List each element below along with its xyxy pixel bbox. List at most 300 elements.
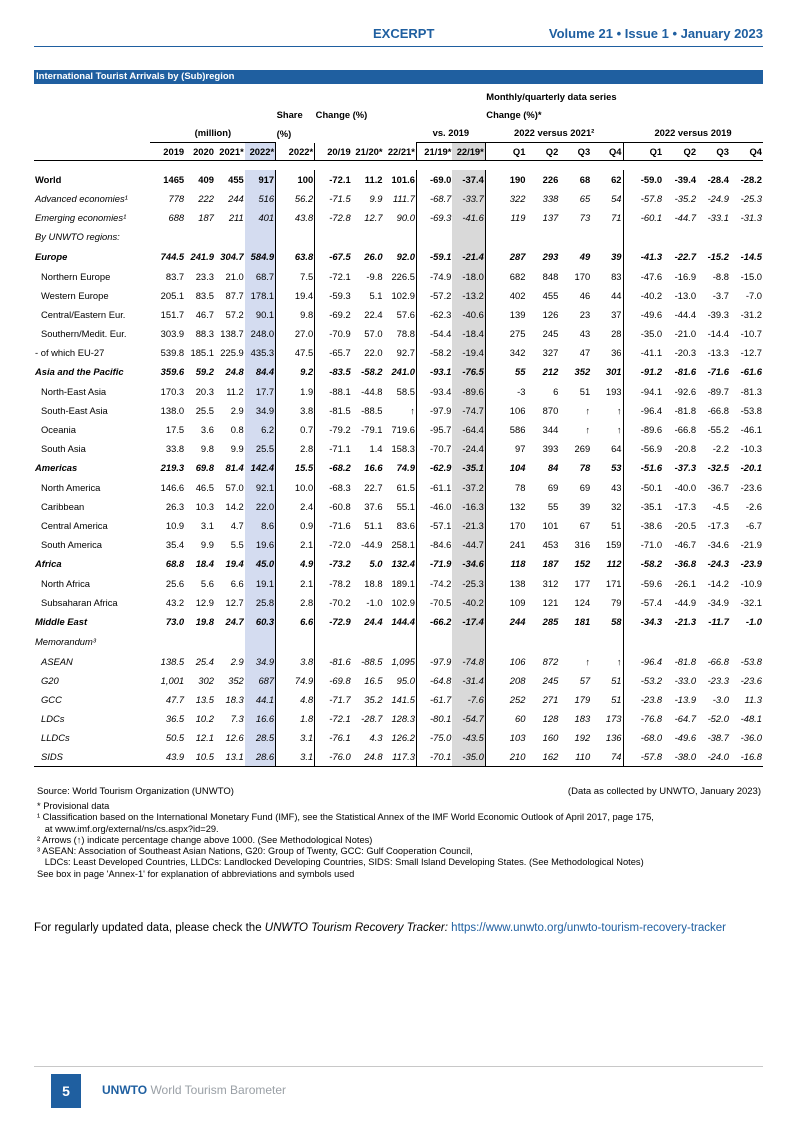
tracker-prefix: For regularly updated data, please check the xyxy=(34,922,265,934)
table-cell: 1.4 xyxy=(369,442,383,454)
table-cell: -22.7 xyxy=(674,251,697,263)
table-cell xyxy=(276,632,315,652)
table-cell: 682 xyxy=(485,267,526,286)
table-cell: 225.9 xyxy=(220,346,244,358)
table-cell: ↑ xyxy=(585,655,591,667)
table-cell: 119 xyxy=(485,208,526,227)
table-cell: -88.1 xyxy=(315,382,352,401)
footnote-line: * Provisional data xyxy=(37,801,110,811)
table-cell: 393 xyxy=(542,442,559,454)
table-cell: 47.5 xyxy=(276,343,315,362)
table-cell: 584.9 xyxy=(245,247,276,267)
table-cell: 92.7 xyxy=(396,346,415,358)
table-cell xyxy=(559,227,591,247)
table-cell: -81.3 xyxy=(740,385,762,397)
table-cell: 219.3 xyxy=(160,462,185,474)
table-cell: -44.7 xyxy=(452,535,485,554)
table-cell: 51 xyxy=(611,693,622,705)
table-cell: 6.6 xyxy=(276,612,315,632)
table-cell: 6.2 xyxy=(245,420,276,439)
table-cell: -41.3 xyxy=(623,247,663,267)
table-cell: 24.8 xyxy=(352,747,384,767)
table-cell: 95.0 xyxy=(396,674,415,686)
table-cell: 57.2 xyxy=(225,308,244,320)
table-cell: -10.7 xyxy=(740,327,762,339)
table-cell: -14.2 xyxy=(707,577,729,589)
table-cell: -59.3 xyxy=(315,286,352,305)
table-cell: 152 xyxy=(574,558,591,570)
column-header: Q2 xyxy=(526,143,559,161)
table-cell: ↑ xyxy=(616,423,622,435)
table-cell: 25.4 xyxy=(195,655,214,667)
table-cell: 84.4 xyxy=(245,362,276,382)
row-label: LDCs xyxy=(41,712,65,724)
table-cell: -97.9 xyxy=(416,401,452,420)
table-cell: -44.9 xyxy=(674,596,697,608)
table-cell: -35.0 xyxy=(623,324,663,343)
table-cell: -72.1 xyxy=(315,709,352,728)
table-cell: 327 xyxy=(542,346,559,358)
table-cell: 872 xyxy=(542,655,559,667)
table-cell: 190 xyxy=(485,170,526,189)
table-cell: -94.1 xyxy=(623,382,663,401)
table-cell: -17.3 xyxy=(707,519,729,531)
table-cell: 9.8 xyxy=(276,305,315,324)
table-cell: 516 xyxy=(245,189,276,208)
monthly-series-label: Monthly/quarterly data series xyxy=(486,91,617,103)
table-cell: -76.1 xyxy=(315,728,352,747)
row-label: North-East Asia xyxy=(41,385,107,397)
table-cell xyxy=(315,227,352,247)
table-cell: 141.5 xyxy=(391,693,415,705)
table-cell: 1,001 xyxy=(160,674,185,686)
table-cell: -8.8 xyxy=(712,270,729,282)
page-number: 5 xyxy=(51,1074,81,1108)
table-cell: 51.1 xyxy=(364,519,383,531)
brand-bold: UNWTO xyxy=(102,1083,148,1097)
table-cell: 128.3 xyxy=(391,712,415,724)
table-cell: 302 xyxy=(198,674,214,686)
table-cell: 275 xyxy=(485,324,526,343)
table-cell xyxy=(663,632,697,652)
table-cell: 69.8 xyxy=(195,462,214,474)
table-cell: -21.4 xyxy=(452,247,485,267)
table-cell: 688 xyxy=(168,211,185,223)
table-cell: 338 xyxy=(542,192,559,204)
table-cell: -21.3 xyxy=(674,616,697,628)
header-rule xyxy=(34,46,763,47)
table-cell: 109 xyxy=(485,593,526,612)
footnote-line: See box in page 'Annex-1' for explanation of abbreviations and symbols used xyxy=(37,868,355,879)
table-row xyxy=(34,478,763,497)
table-cell: -32.5 xyxy=(707,462,729,474)
table-cell xyxy=(485,632,526,652)
table-cell: -66.8 xyxy=(707,655,729,667)
table-cell: 16.5 xyxy=(364,674,383,686)
tracker-name: UNWTO Tourism Recovery Tracker: xyxy=(264,922,448,934)
table-cell: 71 xyxy=(611,211,622,223)
column-header: Q3 xyxy=(697,143,730,161)
table-cell: 185.1 xyxy=(190,346,214,358)
table-cell: -64.4 xyxy=(452,420,485,439)
table-cell: -40.2 xyxy=(452,593,485,612)
table-row xyxy=(34,671,763,690)
table-row xyxy=(34,554,763,574)
table-cell: 3.1 xyxy=(276,747,315,767)
million-label: (million) xyxy=(150,124,275,143)
row-label: Northern Europe xyxy=(41,270,111,282)
table-cell: -24.3 xyxy=(707,558,729,570)
table-cell: 9.9 xyxy=(230,442,244,454)
row-label: South Asia xyxy=(41,442,86,454)
footnote-line: ³ ASEAN: Association of Southeast Asian Nations, G20: Group of Twenty, GCC: Gulf Cooperation Council, xyxy=(37,846,473,857)
table-cell: -58.2 xyxy=(416,343,452,362)
table-row xyxy=(34,343,763,362)
table-cell: 208 xyxy=(485,671,526,690)
table-cell: 35.4 xyxy=(165,538,185,550)
table-cell: 11.3 xyxy=(744,693,762,705)
table-cell: -1.0 xyxy=(366,596,383,608)
table-cell xyxy=(315,632,352,652)
table-cell: 16.6 xyxy=(245,709,276,728)
table-cell: -55.2 xyxy=(707,423,729,435)
table-cell: 293 xyxy=(542,251,559,263)
table-cell: -70.5 xyxy=(416,593,452,612)
table-cell xyxy=(416,632,452,652)
table-cell: 92.0 xyxy=(396,251,415,263)
table-cell: -37.3 xyxy=(674,462,697,474)
table-cell: -13.0 xyxy=(674,289,697,301)
table-cell: 74 xyxy=(591,747,623,767)
table-cell: 402 xyxy=(485,286,526,305)
table-cell: -92.6 xyxy=(674,385,697,397)
row-label: South-East Asia xyxy=(41,404,108,416)
table-cell: -66.8 xyxy=(674,423,697,435)
table-cell: 103 xyxy=(485,728,526,747)
table-cell: -23.6 xyxy=(740,481,762,493)
table-cell: 118 xyxy=(485,554,526,574)
table-cell: 3.8 xyxy=(276,652,315,671)
table-cell: -46.1 xyxy=(740,423,762,435)
table-cell: 870 xyxy=(542,404,559,416)
table-cell xyxy=(150,632,185,652)
column-header: 2022* xyxy=(276,143,315,161)
row-label: World xyxy=(35,173,62,185)
table-cell: 124 xyxy=(574,596,591,608)
header-row-3 xyxy=(34,124,763,143)
table-cell: 136 xyxy=(605,731,622,743)
table-row xyxy=(34,728,763,747)
table-cell xyxy=(452,227,485,247)
table-cell: -2.2 xyxy=(712,442,729,454)
table-cell: -81.6 xyxy=(315,652,352,671)
table-cell: ↑ xyxy=(410,404,415,416)
table-cell: 126.2 xyxy=(391,731,415,743)
table-cell: 248.0 xyxy=(245,324,276,343)
table-row xyxy=(34,574,763,593)
table-cell: -57.4 xyxy=(623,593,663,612)
table-cell: 22.0 xyxy=(364,346,383,358)
table-cell: 917 xyxy=(245,170,276,189)
table-cell xyxy=(352,227,384,247)
table-cell: 160 xyxy=(542,731,559,743)
table-cell: 79 xyxy=(611,596,622,608)
table-cell: 4.8 xyxy=(276,690,315,709)
table-cell: 5.5 xyxy=(230,538,244,550)
table-cell: -56.9 xyxy=(623,439,663,458)
table-cell: -15.2 xyxy=(707,251,729,263)
table-cell: -23.3 xyxy=(707,674,729,686)
footnote-line: at www.imf.org/external/ns/cs.aspx?id=29. xyxy=(37,823,219,834)
table-cell xyxy=(559,632,591,652)
table-cell: -31.2 xyxy=(740,308,762,320)
table-cell: 12.1 xyxy=(195,731,214,743)
table-cell: 178.1 xyxy=(245,286,276,305)
table-cell: 51 xyxy=(611,519,622,531)
table-cell: 26.0 xyxy=(364,251,383,263)
table-cell: -44.8 xyxy=(361,385,383,397)
table-cell: -76.0 xyxy=(315,747,352,767)
table-cell: -31.3 xyxy=(740,211,762,223)
table-cell: -61.7 xyxy=(416,690,452,709)
table-cell: 87.7 xyxy=(225,289,244,301)
table-cell: -20.3 xyxy=(674,346,697,358)
table-cell: -91.2 xyxy=(623,362,663,382)
table-cell: 142.4 xyxy=(245,458,276,478)
table-cell: -59.0 xyxy=(623,170,663,189)
row-label: Asia and the Pacific xyxy=(35,366,124,378)
table-cell xyxy=(623,632,663,652)
table-cell: -71.5 xyxy=(315,189,352,208)
table-cell: 13.5 xyxy=(195,693,214,705)
table-cell xyxy=(384,632,417,652)
table-cell: 12.7 xyxy=(225,596,244,608)
table-cell: -34.6 xyxy=(452,554,485,574)
tracker-line xyxy=(34,922,726,934)
table-cell xyxy=(185,632,215,652)
table-cell: 55 xyxy=(485,362,526,382)
table-cell: -38.6 xyxy=(623,516,663,535)
table-cell: 210 xyxy=(485,747,526,767)
table-cell: -20.5 xyxy=(674,519,697,531)
table-cell: 73.0 xyxy=(165,616,185,628)
table-cell: 24.4 xyxy=(364,616,383,628)
table-cell: -17.4 xyxy=(452,612,485,632)
table-cell: 102.9 xyxy=(391,289,415,301)
table-cell: 2.1 xyxy=(276,535,315,554)
table-cell xyxy=(352,632,384,652)
table-cell: 4.3 xyxy=(369,731,383,743)
table-cell: 0.9 xyxy=(276,516,315,535)
footer-rule xyxy=(34,1066,763,1067)
table-cell: 252 xyxy=(485,690,526,709)
table-cell: -21.3 xyxy=(452,516,485,535)
table-cell: 60 xyxy=(485,709,526,728)
table-cell: 137 xyxy=(542,211,559,223)
table-cell: -89.7 xyxy=(707,385,729,397)
table-cell: -20.1 xyxy=(740,462,762,474)
table-cell: -64.7 xyxy=(674,712,697,724)
table-cell: 453 xyxy=(542,538,559,550)
table-cell: 78 xyxy=(579,462,591,474)
table-cell: 23.3 xyxy=(195,270,214,282)
table-cell: 244 xyxy=(228,192,244,204)
table-cell: -25.3 xyxy=(452,574,485,593)
table-cell: -89.6 xyxy=(452,382,485,401)
table-cell xyxy=(150,227,185,247)
header-row-1 xyxy=(34,88,763,106)
table-cell: 24.7 xyxy=(225,616,244,628)
table-cell: 53 xyxy=(611,462,622,474)
tracker-link[interactable]: https://www.unwto.org/unwto-tourism-recovery-tracker xyxy=(451,922,726,934)
table-cell: 2.8 xyxy=(276,439,315,458)
table-cell xyxy=(730,632,763,652)
column-header: Q4 xyxy=(730,143,763,161)
table-cell: 144.4 xyxy=(391,616,415,628)
table-cell: 303.9 xyxy=(160,327,185,339)
table-cell: -69.0 xyxy=(416,170,452,189)
table-cell: 128 xyxy=(542,712,559,724)
table-row xyxy=(34,170,763,189)
table-cell: 138.0 xyxy=(160,404,185,416)
row-label: GCC xyxy=(41,693,62,705)
table-cell: -20.8 xyxy=(674,442,697,454)
table-cell: -74.7 xyxy=(452,401,485,420)
table-cell: 269 xyxy=(574,442,591,454)
table-cell: 132.4 xyxy=(391,558,415,570)
table-cell: -66.2 xyxy=(416,612,452,632)
table-cell: -2.6 xyxy=(745,500,762,512)
table-cell: 18.8 xyxy=(364,577,383,589)
table-cell: 312 xyxy=(542,577,559,589)
column-header: 2020 xyxy=(185,143,215,161)
table-cell: -78.2 xyxy=(315,574,352,593)
table-cell: -57.2 xyxy=(416,286,452,305)
table-cell: 7.5 xyxy=(276,267,315,286)
table-cell: -28.4 xyxy=(707,173,729,185)
table-cell: 342 xyxy=(485,343,526,362)
table-cell: 47 xyxy=(579,346,591,358)
table-cell: -25.3 xyxy=(740,192,762,204)
row-label: Middle East xyxy=(35,616,88,628)
table-cell: 16.6 xyxy=(364,462,383,474)
pct-label: (%) xyxy=(276,127,292,139)
table-cell: 13.1 xyxy=(215,747,245,767)
change-star-label: Change (%)* xyxy=(486,109,542,121)
table-cell: -88.5 xyxy=(361,404,383,416)
table-cell: -53.8 xyxy=(740,404,762,416)
column-header: 20/19 xyxy=(315,143,352,161)
table-cell: 18.4 xyxy=(195,558,214,570)
table-cell xyxy=(697,632,730,652)
table-cell: -44.9 xyxy=(361,538,383,550)
table-row xyxy=(34,420,763,439)
table-cell: 25.5 xyxy=(195,404,214,416)
table-cell: -33.7 xyxy=(452,189,485,208)
table-cell: -40.6 xyxy=(452,305,485,324)
table-cell: 22.7 xyxy=(364,481,383,493)
table-cell: -13.9 xyxy=(674,693,697,705)
table-row xyxy=(34,208,763,227)
table-cell: -61.6 xyxy=(740,366,762,378)
table-cell xyxy=(245,632,276,652)
table-row xyxy=(34,227,763,247)
table-cell: -3.7 xyxy=(712,289,729,301)
table-cell: 69 xyxy=(579,481,591,493)
table-cell: 19.4 xyxy=(225,558,244,570)
table-cell: 1,095 xyxy=(391,655,415,667)
table-cell: 8.6 xyxy=(245,516,276,535)
table-cell: -10.9 xyxy=(740,577,762,589)
table-cell: 25.8 xyxy=(245,593,276,612)
footnote-line: ² Arrows (↑) indicate percentage change above 1000. (See Methodological Notes) xyxy=(37,834,373,845)
table-cell: 539.8 xyxy=(160,346,185,358)
table-cell: 25.6 xyxy=(165,577,185,589)
column-header: 22/19* xyxy=(452,143,485,161)
table-cell: 51 xyxy=(611,674,622,686)
table-cell: -28.2 xyxy=(740,173,762,185)
row-label: Oceania xyxy=(41,423,76,435)
table-cell: -3 xyxy=(485,382,526,401)
table-cell: -41.1 xyxy=(623,343,663,362)
table-cell: -80.1 xyxy=(416,709,452,728)
table-cell: -53.2 xyxy=(623,671,663,690)
table-cell: -38.7 xyxy=(707,731,729,743)
row-label: Central America xyxy=(41,519,108,531)
table-cell: 1465 xyxy=(163,173,185,185)
table-cell: -70.7 xyxy=(416,439,452,458)
table-cell: -32.1 xyxy=(740,596,762,608)
table-cell: 245 xyxy=(542,327,559,339)
table-cell: 19.6 xyxy=(245,535,276,554)
table-cell: 171 xyxy=(605,577,622,589)
table-cell: 7.3 xyxy=(230,712,244,724)
table-cell: 183 xyxy=(574,712,591,724)
table-cell: -17.3 xyxy=(674,500,697,512)
table-cell: -35.1 xyxy=(452,458,485,478)
table-cell: -14.5 xyxy=(740,251,762,263)
table-row xyxy=(34,267,763,286)
table-cell: 57.0 xyxy=(364,327,383,339)
table-cell: 55 xyxy=(547,500,559,512)
table-cell: -16.3 xyxy=(452,497,485,516)
table-cell: 435.3 xyxy=(245,343,276,362)
table-cell xyxy=(697,227,730,247)
table-cell: -13.2 xyxy=(452,286,485,305)
footnote-line: ¹ Classification based on the International Monetary Fund (IMF), see the Statistical Annex of the IMF World Economic Outlook of April 2017, page 175, xyxy=(37,812,654,823)
arrivals-table xyxy=(34,88,763,767)
table-cell xyxy=(485,227,526,247)
table-cell: 11.2 xyxy=(364,173,383,185)
table-cell: -34.3 xyxy=(623,612,663,632)
table-cell: 43.8 xyxy=(276,208,315,227)
table-cell: 778 xyxy=(168,192,185,204)
table-cell: -1.0 xyxy=(745,616,762,628)
table-cell: -36.8 xyxy=(674,558,697,570)
table-cell xyxy=(591,632,623,652)
table-cell: 177 xyxy=(574,577,591,589)
table-cell: -24.9 xyxy=(707,192,729,204)
table-cell: -49.6 xyxy=(674,731,697,743)
table-cell: -69.8 xyxy=(315,671,352,690)
table-title: International Tourist Arrivals by (Sub)region xyxy=(34,70,763,84)
table-cell xyxy=(526,227,559,247)
table-cell: -7.6 xyxy=(452,690,485,709)
table-cell: 54 xyxy=(611,192,622,204)
table-cell: 34.9 xyxy=(245,401,276,420)
table-cell: 84 xyxy=(547,462,559,474)
table-cell: 162 xyxy=(526,747,559,767)
